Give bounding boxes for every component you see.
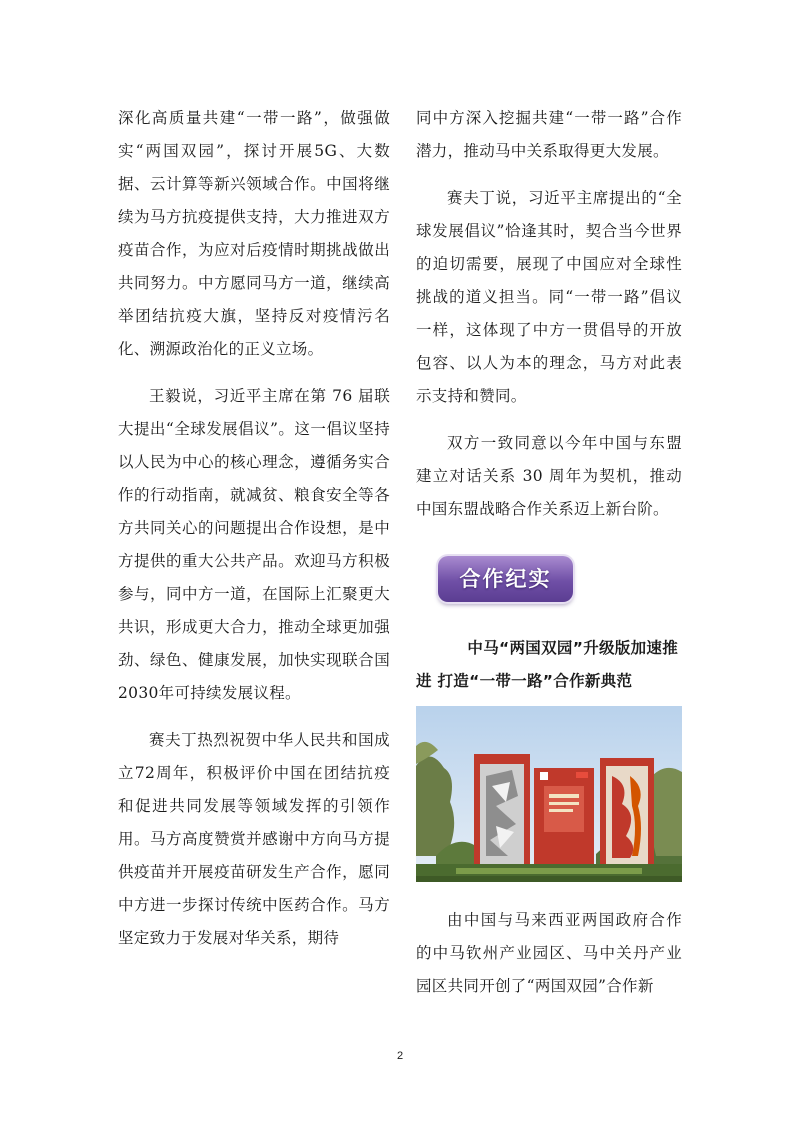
- right-column: [416, 102, 682, 1003]
- headline-line-2: 进 打造“一带一路”合作新典范: [416, 672, 633, 690]
- headline-line-1: 中马“两国双园”升级版加速推: [467, 639, 678, 657]
- paragraph-saifuddin: 赛夫丁热烈祝贺中华人民共和国成立72周年，积极评价中国在团结抗疫和促进共同发展等领域发挥的引领作用。马方高度赞赏并感谢中方向马方提供疫苗并开展疫苗研发生产合作，愿同中方进一步探讨传统中医药合作。马方坚定致力于发展对华关系，期待: [118, 731, 390, 947]
- paragraph-continued-right: 同中方深入挖掘共建“一带一路”合作潜力，推动马中关系取得更大发展。: [416, 109, 682, 160]
- left-column: [118, 102, 390, 955]
- article-headline: [416, 632, 682, 698]
- paragraph-industrial-parks: 由中国与马来西亚两国政府合作的中马钦州产业园区、马中关丹产业园区共同开创了“两国双园”合作新: [416, 911, 682, 995]
- paragraph-saifuddin-initiative: 赛夫丁说，习近平主席提出的“全球发展倡议”恰逢其时，契合当今世界的迫切需要，展现了中国应对全球性挑战的道义担当。同“一带一路”倡议一样，这体现了中方一贯倡导的开放包容、以人为本的理念，马方对此表示支持和赞同。: [416, 189, 682, 405]
- paragraph-wang-yi: 王毅说，习近平主席在第 76 届联大提出“全球发展倡议”。这一倡议坚持以人民为中心的核心理念，遵循务实合作的行动指南，就减贫、粮食安全等各方共同关心的问题提出合作设想，是中方提供的重大公共产品。欢迎马方积极参与，同中方一道，在国际上汇聚更大共识，形成更大合力，推动全球更加强劲、绿色、健康发展，加快实现联合国2030年可持续发展议程。: [118, 387, 390, 702]
- page-number: 2: [396, 1050, 404, 1062]
- paragraph-continued: 深化高质量共建“一带一路”，做强做实“两国双园”，探讨开展5G、大数据、云计算等新兴领域合作。中国将继续为马方抗疫提供支持，大力推进双方疫苗合作，为应对后疫情时期挑战做出共同努力。中方愿同马方一道，继续高举团结抗疫大旗，坚持反对疫情污名化、溯源政治化的正义立场。: [118, 109, 390, 358]
- industrial-park-monument-photo: [416, 706, 682, 882]
- paragraph-asean: 双方一致同意以今年中国与东盟建立对话关系 30 周年为契机，推动中国东盟战略合作关系迈上新台阶。: [416, 434, 682, 518]
- monument-illustration: [416, 706, 682, 882]
- section-badge: 合作纪实: [438, 556, 573, 602]
- section-badge-wrap: [438, 556, 682, 602]
